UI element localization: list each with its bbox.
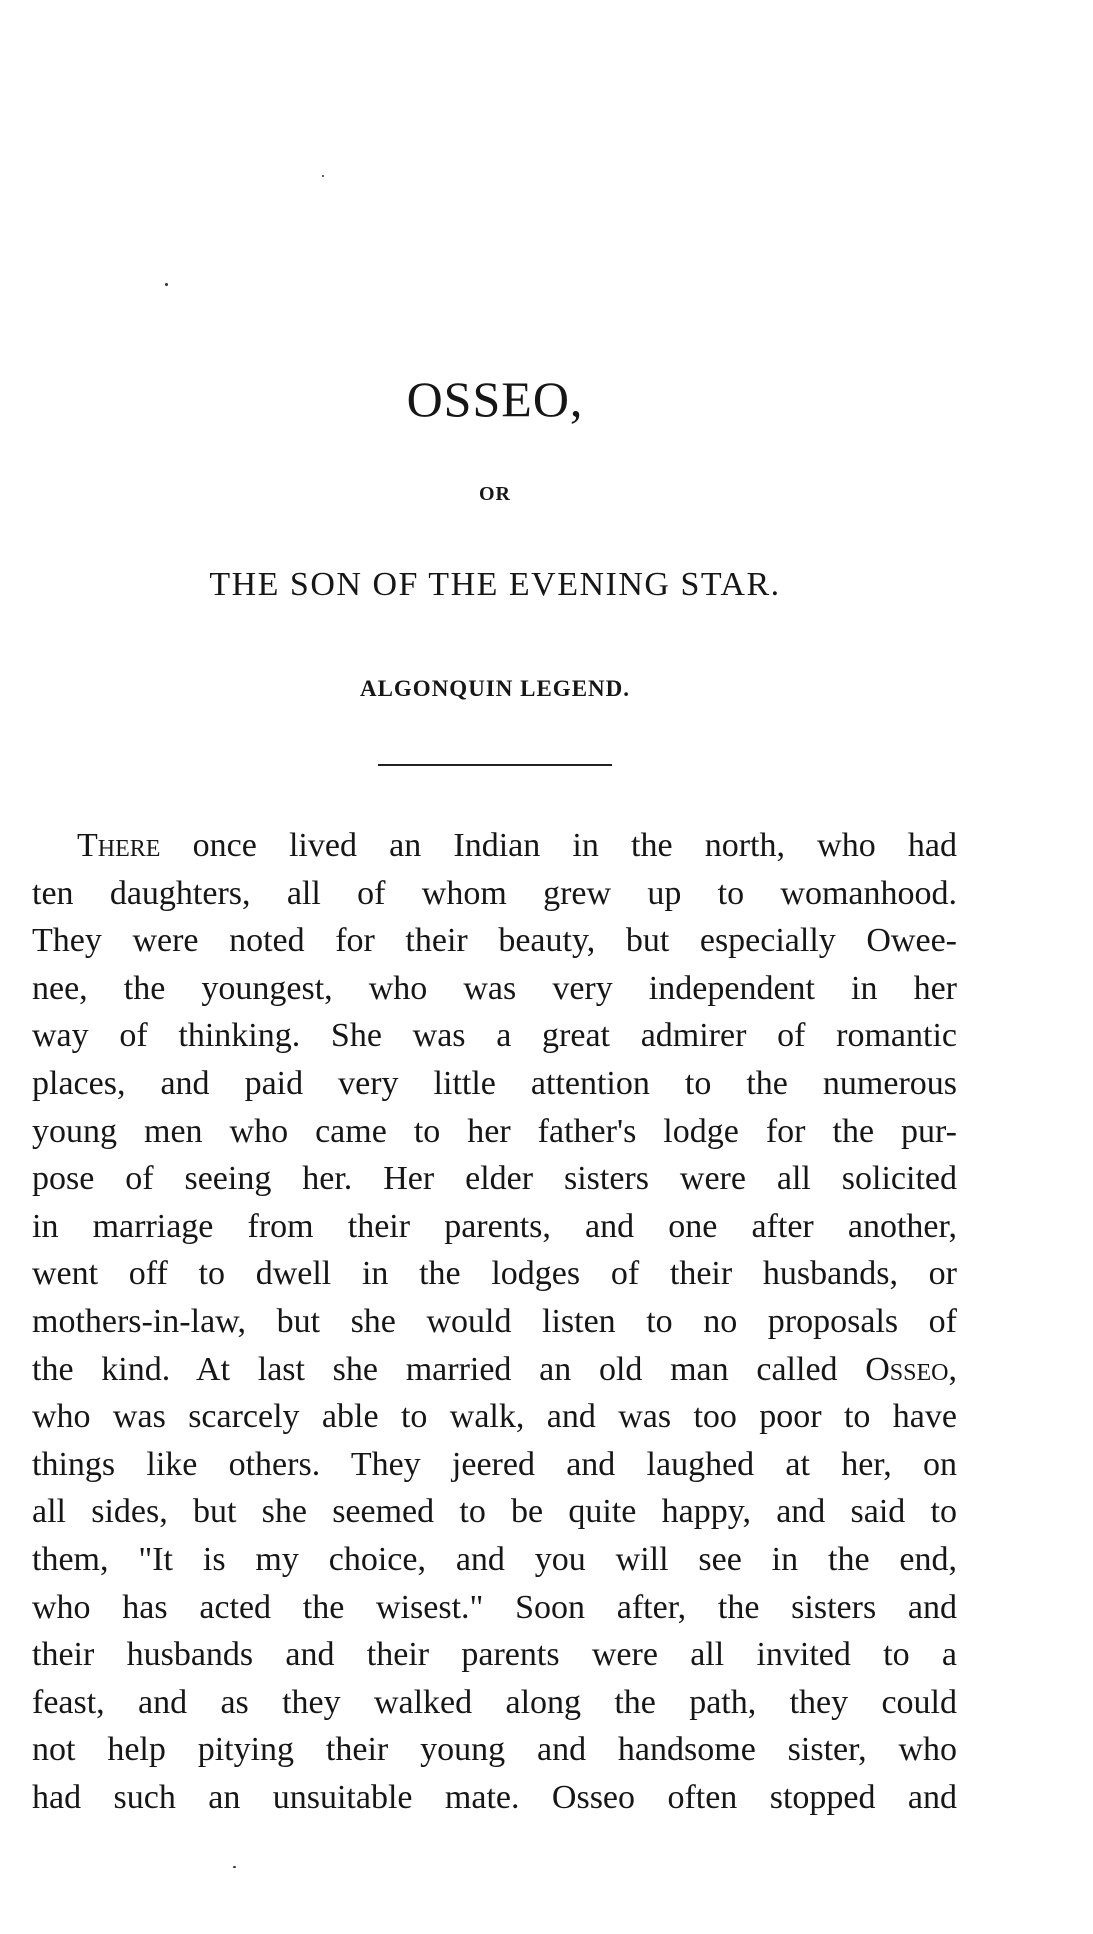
text-line: all sides, but she seemed to be quite happy, and said to [32,1493,957,1531]
text-line: way of thinking. She was a great admirer of romantic [32,1017,957,1055]
text-line: There once lived an Indian in the north, who had [77,827,957,864]
text-line: things like others. They jeered and laughed at her, on [32,1445,957,1483]
text-line: in marriage from their parents, and one after another, [32,1207,957,1245]
text-line: them, "It is my choice, and you will see in the end, [32,1540,957,1578]
chapter-subtitle: THE SON OF THE EVENING STAR. [209,566,781,603]
text-line: not help pitying their young and handsome sister, who [32,1731,957,1769]
text-line: who has acted the wisest." Soon after, the sisters and [32,1588,957,1626]
scan-speck [322,175,324,177]
text-line: places, and paid very little attention to the numerous [32,1064,957,1102]
text-line: the kind. At last she married an old man called Osseo, [32,1350,957,1388]
chapter-or: OR [479,483,511,505]
text-line: young men who came to her father's lodge for the pur- [32,1112,957,1150]
name-osseo: Osseo, [865,1350,957,1388]
text-line: went off to dwell in the lodges of their husbands, or [32,1255,957,1293]
chapter-legend-label: ALGONQUIN LEGEND. [359,676,631,701]
scan-speck [233,1866,236,1868]
text-line: ten daughters, all of whom grew up to womanhood. [32,874,957,912]
text-line: pose of seeing her. Her elder sisters were all solicited [32,1160,957,1198]
text-line: mothers-in-law, but she would listen to no proposals of [32,1302,957,1340]
chapter-title: OSSEO, [406,371,584,427]
text-line: had such an unsuitable mate. Osseo often stopped and [32,1778,957,1816]
text-line: feast, and as they walked along the path, they could [32,1683,957,1721]
scan-speck [165,283,168,286]
text-line: They were noted for their beauty, but especially Owee- [32,922,957,960]
body-paragraph [32,822,957,1821]
text-line: their husbands and their parents were all invited to a [32,1636,957,1674]
text-line: nee, the youngest, who was very independent in her [32,969,957,1007]
section-divider [378,764,612,766]
drop-word: There [77,827,161,864]
text-line: who was scarcely able to walk, and was too poor to have [32,1398,957,1436]
